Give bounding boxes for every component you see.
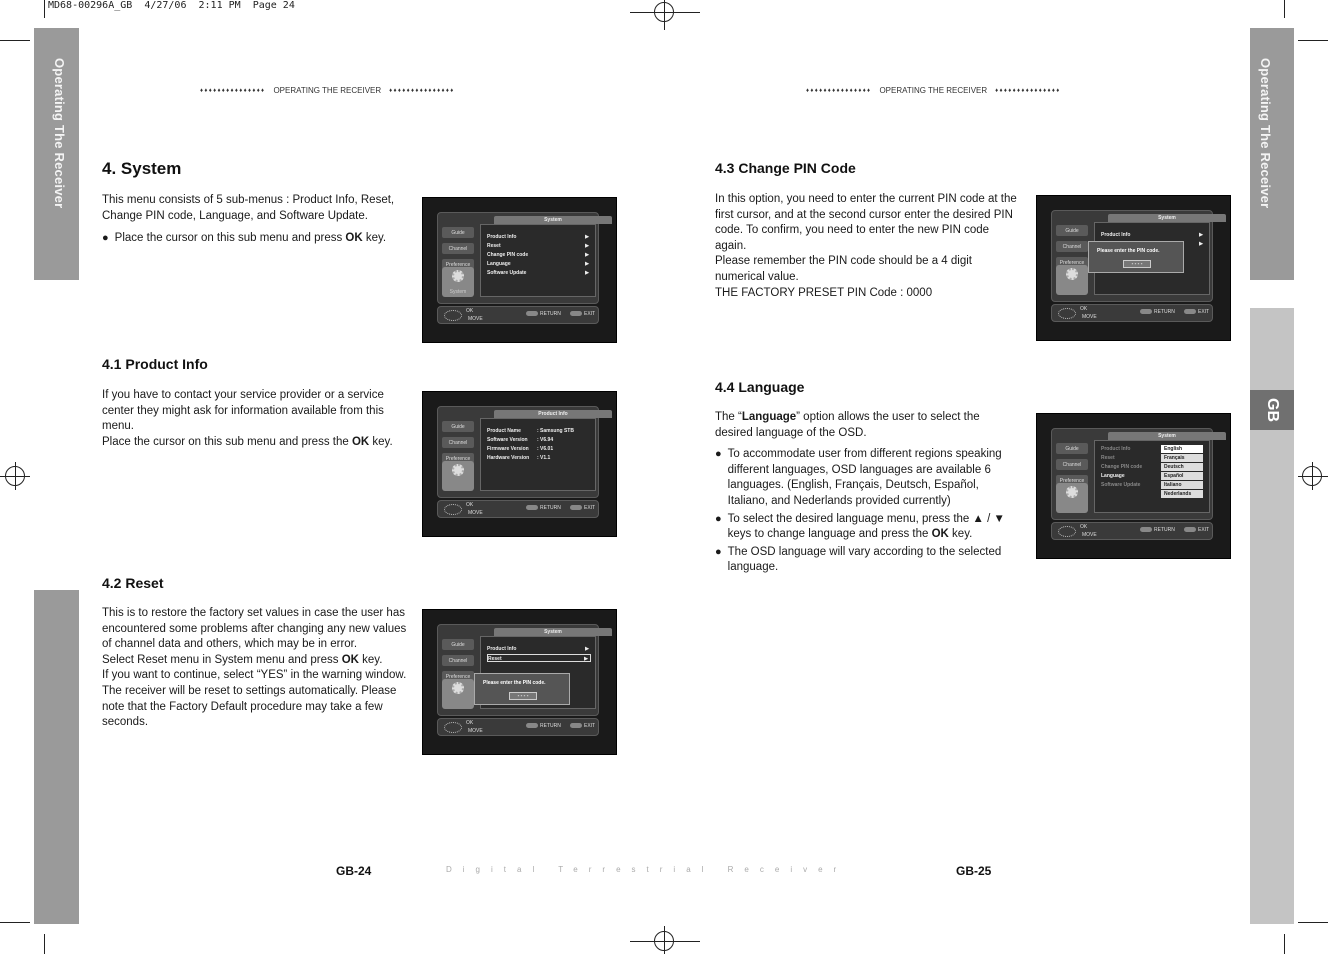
osd-preference-tab: Preference	[1056, 257, 1088, 268]
change-pin-p2: Please remember the PIN code should be a 4 digit numerical value.	[715, 255, 972, 283]
return-key-icon	[526, 311, 538, 316]
language-option: Nederlands	[1161, 490, 1203, 498]
osd-menu-item: ▶	[1199, 241, 1203, 247]
osd-move-label: MOVE	[468, 316, 483, 322]
osd-panel-title: System	[1108, 214, 1226, 222]
section-title-product-info: 4.1 Product Info	[102, 356, 208, 372]
exit-key-icon	[1184, 309, 1196, 314]
section-title-language: 4.4 Language	[715, 379, 805, 395]
header-dots: ♦♦♦♦♦♦♦♦♦♦♦♦♦♦♦	[806, 87, 872, 94]
osd-move-label: MOVE	[468, 510, 483, 516]
exit-key-icon	[570, 311, 582, 316]
header-dots: ♦♦♦♦♦♦♦♦♦♦♦♦♦♦♦	[200, 87, 266, 94]
osd-exit-label: EXIT	[1184, 309, 1209, 315]
osd-info-row: Product Name : Samsung STB	[487, 428, 574, 434]
product-info-text	[102, 388, 402, 450]
osd-menu-panel	[480, 224, 596, 297]
osd-return-label: RETURN	[526, 505, 561, 511]
osd-info-panel	[480, 418, 596, 491]
osd-screenshot-system	[422, 197, 617, 343]
system-intro-text: This menu consists of 5 sub-menus : Product Info, Reset, Change PIN code, Language, and Software Update.	[102, 194, 395, 222]
pin-prompt: Please enter the PIN code.	[1097, 248, 1160, 254]
osd-ok-label: OK	[1080, 524, 1088, 530]
osd-channel-tab: Channel	[442, 655, 474, 666]
reset-p3: If you want to continue, select “YES” in the warning window. The receiver will be reset to settings automatically. Please note that the Factory Default procedure may take a few seconds.	[102, 669, 407, 729]
osd-preference-tab: Preference	[442, 453, 474, 464]
language-bullet	[715, 545, 1013, 576]
osd-icon-label: System	[449, 289, 467, 295]
bullet-dot: ●	[715, 512, 722, 525]
bullet-dot: ●	[715, 448, 722, 461]
osd-bezel	[437, 406, 599, 498]
osd-return-label: RETURN	[526, 311, 561, 317]
osd-pin-dialog	[474, 673, 570, 705]
osd-info-row: Software Version : V6.94	[487, 437, 554, 443]
osd-menu-item: Software Update ▶	[487, 270, 589, 276]
language-option: English	[1161, 445, 1203, 453]
reset-p2: Select Reset menu in System menu and press OK key.	[102, 653, 383, 666]
gb-language-tab: GB	[1250, 390, 1294, 430]
osd-menu-item-selected: Reset ▶	[487, 654, 591, 662]
bullet-text: To accommodate user from different regions speaking different languages, OSD languages are available 6 languages. (English, Français, Deutsch, Español, Italiano, and Nederlands provided currently)	[727, 448, 1002, 507]
pin-prompt: Please enter the PIN code.	[483, 680, 546, 686]
osd-guide-tab: Guide	[442, 421, 474, 432]
change-pin-text	[715, 192, 1021, 301]
osd-guide-tab: Guide	[442, 227, 474, 238]
osd-panel-title: System	[1108, 432, 1226, 440]
osd-menu-item: Reset	[1101, 455, 1115, 461]
bullet-text: The OSD language will vary according to the selected language.	[727, 545, 1002, 574]
osd-ok-label: OK	[466, 720, 474, 726]
osd-footer	[1051, 304, 1213, 322]
return-key-icon	[526, 723, 538, 728]
system-intro	[102, 193, 408, 247]
osd-channel-tab: Channel	[1056, 241, 1088, 252]
osd-bezel	[1051, 210, 1213, 302]
osd-bezel	[437, 212, 599, 304]
gear-icon	[452, 682, 464, 694]
section-title-system: 4. System	[102, 159, 182, 178]
osd-bezel	[437, 624, 599, 716]
right-page-header	[806, 86, 1061, 95]
header-label: OPERATING THE RECEIVER	[273, 86, 382, 95]
osd-channel-tab: Channel	[442, 437, 474, 448]
osd-system-icon-box	[1056, 265, 1088, 295]
return-key-icon	[1140, 527, 1152, 532]
osd-pin-dialog	[1088, 241, 1184, 273]
left-page-number: GB-24	[336, 864, 372, 878]
crop-mark	[0, 922, 30, 923]
change-pin-p1: In this option, you need to enter the current PIN code at the first cursor, and at the second cursor enter the desired PIN code. To confirm, you need to enter the new PIN code again.	[715, 193, 1017, 252]
product-info-p2: Place the cursor on this sub menu and press the OK key.	[102, 435, 393, 448]
osd-menu-item: Reset ▶	[487, 243, 589, 249]
crop-mark	[44, 0, 45, 18]
osd-move-label: MOVE	[468, 728, 483, 734]
osd-language-list	[1161, 445, 1203, 499]
osd-menu-item: Change PIN code ▶	[487, 252, 589, 258]
osd-move-label: MOVE	[1082, 314, 1097, 320]
osd-exit-label: EXIT	[570, 311, 595, 317]
osd-preference-tab: Preference	[442, 259, 474, 270]
dpad-icon	[1058, 526, 1076, 537]
osd-move-label: MOVE	[1082, 532, 1097, 538]
registration-mark	[654, 931, 674, 951]
header-dots: ♦♦♦♦♦♦♦♦♦♦♦♦♦♦♦	[389, 87, 455, 94]
pin-input: - - - -	[1123, 260, 1151, 268]
language-bullet	[715, 447, 1013, 509]
bullet-dot: ●	[102, 232, 109, 245]
section-title-change-pin: 4.3 Change PIN Code	[715, 160, 856, 176]
dpad-icon	[444, 504, 462, 515]
osd-ok-label: OK	[466, 502, 474, 508]
crop-mark	[1284, 934, 1285, 954]
header-label: OPERATING THE RECEIVER	[879, 86, 988, 95]
language-option: Italiano	[1161, 481, 1203, 489]
bullet-text: Place the cursor on this sub menu and press OK key.	[114, 232, 387, 245]
exit-key-icon	[570, 723, 582, 728]
language-option: Deutsch	[1161, 463, 1203, 471]
right-side-tab-light	[1250, 430, 1294, 924]
osd-guide-tab: Guide	[1056, 443, 1088, 454]
osd-channel-tab: Channel	[1056, 459, 1088, 470]
registration-mark	[5, 466, 25, 486]
right-side-tab-light	[1250, 308, 1294, 390]
registration-mark	[654, 2, 674, 22]
crop-mark	[1284, 0, 1285, 18]
crop-mark	[0, 40, 30, 41]
osd-system-icon-box	[442, 679, 474, 709]
osd-system-icon-box	[442, 267, 474, 297]
header-dots: ♦♦♦♦♦♦♦♦♦♦♦♦♦♦♦	[995, 87, 1061, 94]
osd-panel-title: Product Info	[494, 410, 612, 418]
gear-icon	[1066, 486, 1078, 498]
language-bullet	[715, 512, 1013, 543]
exit-key-icon	[570, 505, 582, 510]
product-info-p1: If you have to contact your service provider or a service center they might ask for information available from this menu.	[102, 389, 384, 433]
footer-product-name: Digital Terrestrial Receiver	[446, 865, 848, 874]
osd-menu-item: Product Info	[1101, 446, 1131, 452]
osd-screenshot-product-info	[422, 391, 617, 537]
crop-mark	[44, 934, 45, 954]
osd-panel-title: System	[494, 628, 612, 636]
osd-ok-label: OK	[466, 308, 474, 314]
dpad-icon	[1058, 308, 1076, 319]
language-intro: The “Language” option allows the user to select the desired language of the OSD.	[715, 411, 980, 439]
osd-menu-item: Product Info ▶	[1101, 232, 1203, 238]
bullet-text: To select the desired language menu, press the ▲ / ▼ keys to change language and press the OK key.	[727, 512, 1005, 541]
osd-menu-item: Product Info ▶	[487, 646, 589, 652]
exit-key-icon	[1184, 527, 1196, 532]
osd-menu-item-selected: Language	[1101, 473, 1125, 479]
crop-mark	[1298, 922, 1328, 923]
registration-mark	[1302, 466, 1322, 486]
osd-preference-tab: Preference	[442, 671, 474, 682]
gear-icon	[452, 464, 464, 476]
right-side-tab-text: Operating The Receiver	[1258, 58, 1273, 209]
system-bullet	[102, 231, 408, 247]
change-pin-p3: THE FACTORY PRESET PIN Code : 0000	[715, 286, 933, 299]
osd-exit-label: EXIT	[570, 505, 595, 511]
osd-footer	[437, 718, 599, 736]
osd-exit-label: EXIT	[1184, 527, 1209, 533]
dpad-icon	[444, 310, 462, 321]
pin-input: - - - -	[509, 692, 537, 700]
return-key-icon	[1140, 309, 1152, 314]
osd-exit-label: EXIT	[570, 723, 595, 729]
reset-p1: This is to restore the factory set values in case the user has encountered some problems after changing any new values of channel data and others, which may be in error.	[102, 607, 407, 651]
osd-footer	[437, 306, 599, 324]
crop-mark	[1298, 40, 1328, 41]
reset-text	[102, 606, 412, 731]
osd-guide-tab: Guide	[1056, 225, 1088, 236]
osd-screenshot-language	[1036, 413, 1231, 559]
osd-panel-title: System	[494, 216, 612, 224]
osd-channel-tab: Channel	[442, 243, 474, 254]
section-title-reset: 4.2 Reset	[102, 575, 164, 591]
language-option: Français	[1161, 454, 1203, 462]
dpad-icon	[444, 722, 462, 733]
print-slug: MD68-00296A_GB 4/27/06 2:11 PM Page 24	[48, 0, 295, 11]
return-key-icon	[526, 505, 538, 510]
osd-guide-tab: Guide	[442, 639, 474, 650]
osd-system-icon-box	[442, 461, 474, 491]
osd-menu-item: Product Info ▶	[487, 234, 589, 240]
gear-icon	[452, 270, 464, 282]
osd-menu-item: Change PIN code	[1101, 464, 1143, 470]
osd-ok-label: OK	[1080, 306, 1088, 312]
osd-screenshot-change-pin	[1036, 195, 1231, 341]
language-option: Español	[1161, 472, 1203, 480]
osd-return-label: RETURN	[1140, 527, 1175, 533]
osd-menu-panel	[1094, 440, 1210, 513]
osd-info-row: Firmware Version : V6.01	[487, 446, 554, 452]
left-side-tab-bottom	[34, 590, 79, 924]
osd-info-row: Hardware Version : V1.1	[487, 455, 551, 461]
osd-return-label: RETURN	[526, 723, 561, 729]
gear-icon	[1066, 268, 1078, 280]
left-page-header	[200, 86, 455, 95]
osd-footer	[1051, 522, 1213, 540]
right-page-number: GB-25	[956, 864, 992, 878]
osd-system-icon-box	[1056, 483, 1088, 513]
osd-bezel	[1051, 428, 1213, 520]
language-text	[715, 410, 1013, 576]
osd-return-label: RETURN	[1140, 309, 1175, 315]
osd-preference-tab: Preference	[1056, 475, 1088, 486]
osd-footer	[437, 500, 599, 518]
left-side-tab-text: Operating The Receiver	[52, 58, 67, 209]
osd-menu-item: Language ▶	[487, 261, 589, 267]
bullet-dot: ●	[715, 545, 722, 558]
osd-screenshot-reset	[422, 609, 617, 755]
osd-menu-item: Software Update	[1101, 482, 1141, 488]
